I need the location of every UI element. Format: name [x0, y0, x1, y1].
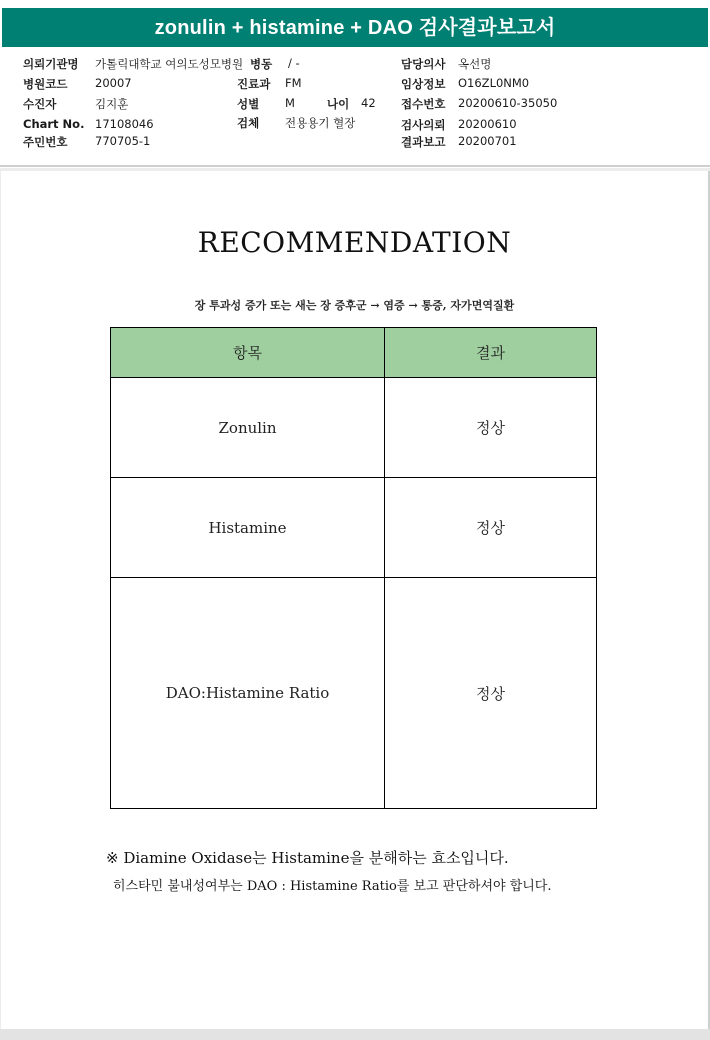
doctor-label: 담당의사	[401, 57, 446, 71]
specimen-label: 검체	[237, 116, 260, 130]
department-label: 진료과	[237, 77, 271, 91]
request-date-value: 20200610	[458, 117, 517, 131]
row-result-histamine: 정상	[385, 478, 597, 578]
report-page	[1, 171, 710, 1029]
receipt-no-label: 접수번호	[401, 97, 446, 111]
institution-value: 가톨릭대학교 여의도성모병원	[95, 57, 244, 71]
header-divider	[0, 165, 710, 167]
institution-label: 의뢰기관명	[23, 57, 79, 71]
report-header	[0, 0, 710, 168]
patient-label: 수진자	[23, 97, 57, 111]
hospital-code-value: 20007	[95, 76, 132, 90]
request-date-label: 검사의뢰	[401, 118, 446, 132]
sex-value: M	[285, 96, 295, 110]
id-no-label: 주민번호	[23, 135, 68, 149]
hospital-code-label: 병원코드	[23, 77, 68, 91]
table-row	[111, 378, 597, 478]
age-label: 나이	[327, 97, 350, 111]
results-header-row	[111, 328, 597, 378]
note-dao-enzyme: ※ Diamine Oxidase는 Histamine을 분해하는 효소입니다.	[106, 849, 509, 867]
chart-no-label: Chart No.	[23, 117, 85, 131]
report-title	[2, 8, 708, 47]
column-header-item: 항목	[111, 328, 385, 378]
report-title-ko: 검사결과보고서	[418, 15, 556, 39]
row-result-zonulin: 정상	[385, 378, 597, 478]
ward-value: / -	[288, 56, 300, 70]
recommendation-heading: RECOMMENDATION	[197, 226, 512, 259]
note-histamine-intolerance: 히스타민 불내성여부는 DAO : Histamine Ratio를 보고 판단하셔야 합니다.	[113, 879, 552, 894]
report-date-label: 결과보고	[401, 135, 446, 149]
age-value: 42	[361, 96, 376, 110]
row-result-dao-ratio: 정상	[385, 578, 597, 809]
report-date-value: 20200701	[458, 134, 517, 148]
receipt-no-value: 20200610-35050	[458, 96, 558, 110]
report-title-en: zonulin + histamine + DAO	[154, 17, 413, 39]
doctor-value: 옥선명	[458, 57, 492, 71]
results-table	[110, 327, 597, 809]
row-item-zonulin: Zonulin	[111, 378, 385, 478]
department-value: FM	[285, 76, 302, 90]
ward-label: 병동	[250, 57, 273, 71]
specimen-value: 전용용기 혈장	[285, 116, 356, 130]
recommendation-subtitle: 장 투과성 증가 또는 새는 장 증후군 → 염증 → 통증, 자가면역질환	[194, 299, 515, 312]
chart-no-value: 17108046	[95, 117, 154, 131]
id-no-value: 770705-1	[95, 134, 151, 148]
clinical-info-label: 임상정보	[401, 77, 446, 91]
table-row	[111, 478, 597, 578]
sex-label: 성별	[237, 97, 260, 111]
table-row	[111, 578, 597, 809]
row-item-dao-ratio: DAO:Histamine Ratio	[111, 578, 385, 809]
patient-value: 김지훈	[95, 97, 129, 111]
bottom-scroll-strip	[0, 1029, 710, 1040]
clinical-info-value: O16ZL0NM0	[458, 76, 530, 90]
column-header-result: 결과	[385, 328, 597, 378]
row-item-histamine: Histamine	[111, 478, 385, 578]
